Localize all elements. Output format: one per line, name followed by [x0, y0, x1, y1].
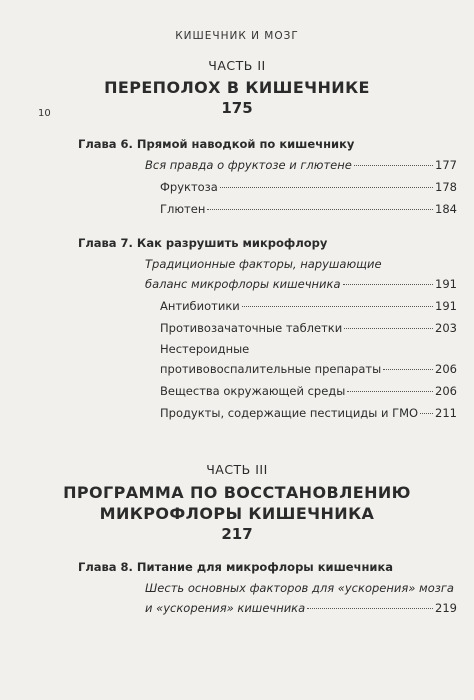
entry-page: 178: [435, 180, 457, 194]
dot-leader: [220, 187, 433, 188]
toc-entry: [160, 384, 457, 399]
toc-entry: [160, 202, 457, 217]
entry-text: Антибиотики: [160, 299, 240, 313]
part-3-label: ЧАСТЬ III: [206, 462, 268, 477]
entry-text-line: Шесть основных факторов для «ускорения» мозга: [145, 581, 454, 595]
dot-leader: [347, 391, 433, 392]
entry-text: Глютен: [160, 202, 206, 216]
dot-leader: [242, 306, 433, 307]
page-number: 10: [38, 108, 51, 119]
entry-page: 206: [435, 384, 457, 398]
entry-text: Вся правда о фруктозе и глютене: [145, 158, 352, 172]
toc-entry: [160, 180, 457, 195]
entry-page: 211: [435, 406, 457, 420]
dot-leader: [383, 369, 433, 370]
chapter-7-title: Глава 7. Как разрушить микрофлору: [78, 236, 328, 250]
entry-text-line: Нестероидные: [160, 342, 250, 356]
part-2-label: ЧАСТЬ II: [208, 58, 266, 73]
chapter-8-title: Глава 8. Питание для микрофлоры кишечника: [78, 560, 394, 574]
entry-page: 177: [435, 158, 457, 172]
dot-leader: [354, 165, 433, 166]
toc-entry: [160, 362, 457, 377]
entry-text-line: Традиционные факторы, нарушающие: [145, 257, 382, 271]
part-2-page: 175: [221, 99, 253, 117]
toc-entry: [145, 158, 457, 173]
toc-entry: [160, 406, 457, 421]
entry-page: 219: [435, 601, 457, 615]
dot-leader: [420, 413, 433, 414]
dot-leader: [207, 209, 433, 210]
toc-entry: [160, 321, 457, 336]
dot-leader: [343, 284, 434, 285]
dot-leader: [307, 608, 433, 609]
entry-page: 191: [435, 299, 457, 313]
entry-text: противовоспалительные препараты: [160, 362, 382, 376]
entry-page: 184: [435, 202, 457, 216]
entry-text: баланс микрофлоры кишечника: [145, 277, 341, 291]
entry-text: Противозачаточные таблетки: [160, 321, 343, 335]
entry-page: 191: [435, 277, 457, 291]
running-head: КИШЕЧНИК И МОЗГ: [175, 30, 299, 42]
entry-text: и «ускорения» кишечника: [145, 601, 306, 615]
entry-text: Фруктоза: [160, 180, 218, 194]
entry-page: 206: [435, 362, 457, 376]
chapter-6-title: Глава 6. Прямой наводкой по кишечнику: [78, 137, 355, 151]
toc-entry: [145, 277, 457, 292]
dot-leader: [344, 328, 433, 329]
part-3-title-line2: МИКРОФЛОРЫ КИШЕЧНИКА: [99, 504, 375, 523]
entry-page: 203: [435, 321, 457, 335]
entry-text: Вещества окружающей среды: [160, 384, 346, 398]
part-2-title: ПЕРЕПОЛОХ В КИШЕЧНИКЕ: [104, 78, 370, 97]
entry-text: Продукты, содержащие пестициды и ГМО: [160, 406, 419, 420]
toc-entry: [160, 299, 457, 314]
toc-entry: [145, 601, 457, 616]
part-3-title-line1: ПРОГРАММА ПО ВОССТАНОВЛЕНИЮ: [63, 483, 411, 502]
part-3-page: 217: [221, 525, 253, 543]
